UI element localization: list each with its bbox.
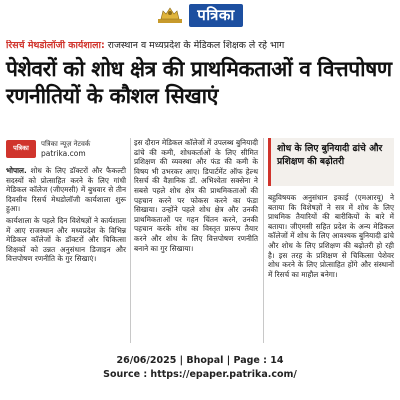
pull-quote: शोध के लिए बुनियादी ढांचे और प्रशिक्षण की बढ़ोतरी [268,138,394,186]
byline-service: पत्रिका न्यूज़ नेटवर्क [41,139,91,148]
kicker-label: रिसर्च मेथडोलॉजी कार्यशाला: [6,40,105,51]
column-3-paragraph: बहुविषयक अनुसंधान इकाई (एमआरयू) ने बताया कि विशेषज्ञों ने सत्र में शोध के लिए प्राथमिक तैयारियों की बारीकियों के बारे में बताया। जीएमसी सहित प्रदेश के अन्य मेडिकल कॉलेजों में शोध के लिए आवश्यक बुनियादी ढांचे और शोध के लिए प्रशिक्षण की बढ़ोतरी हो रही है। इस तरह के प्रशिक्षण से चिकित्सा पेशेवर शोध करने के लिए प्रोत्साहित होंगे और संस्थानों में रिसर्च का माहौल बनेगा। [268,193,394,279]
column-divider [263,138,264,343]
lead-text: शोध के लिए डॉक्टरों और फैकल्टी सदस्यों को प्रोत्साहित करने के लिए गांधी मेडिकल कॉलेज (जीएमसी) में बुधवार से तीन दिवसीय रिसर्च मेथडोलॉजी कार्यशाला शुरू हुआ। [6,166,126,214]
article-column-3 [268,193,394,279]
logo-wordmark: पत्रिका [189,4,243,27]
lead-paragraph [6,166,126,214]
article-headline: पेशेवरों को शोध क्षेत्र की प्राथमिकताओं व वित्तपोषण रणनीतियों के कौशल सिखाएं [6,57,392,108]
article-column-1 [6,138,126,264]
news-article [6,40,394,348]
page-footer [0,354,400,382]
article-body [6,138,394,348]
article-kicker [6,40,394,52]
column-1-paragraph: कार्यशाला के पहले दिन विशेषज्ञों ने कार्यशाला में आए राजस्थान और मध्यप्रदेश के विभिन्न मेडिकल कॉलेजों के डॉक्टरों और चिकित्सा शिक्षकों को उन्नत अनुसंधान डिजाइन और वित्तपोषण रणनीति के गुर सिखाएं। [6,215,126,264]
byline [6,138,126,160]
kicker-text: राजस्थान व मध्यप्रदेश के मेडिकल शिक्षक ले रहे भाग [107,40,285,51]
byline-site: patrika.com [41,148,86,158]
lion-emblem-icon [157,5,183,25]
column-divider [130,138,131,343]
edition-info: 26/06/2025 | Bhopal | Page : 14 [116,355,284,366]
column-2-paragraph: इस दौरान मेडिकल कॉलेजों में उपलब्ध बुनियादी ढांचे की कमी, शोधकर्ताओं के लिए सीमित प्रशिक्षण की व्यवस्था और फंड की कमी के विषय भी उभरकर आए। डिपार्टमेंट ऑफ हेल्थ रिसर्च की वैज्ञानिक डॉ. अभिश्वेता सक्सेना ने सबसे पहले शोध क्षेत्र की प्राथमिकताओं की पहचान करने पर फोकस करने का फंडा सिखाया। उन्होंने पहले शोध क्षेत्र और उनकी प्राथमिकताओं पर गहन चिंतन करने, उनकी पहचान करके शोध का विस्तृत प्रारूप तैयार करने और शोध के लिए वित्तपोषण रणनीति बनाने का गुर सिखाया। [134,138,258,253]
source-link[interactable]: Source : https://epaper.patrika.com/ [103,369,297,380]
masthead [0,0,400,30]
article-column-2 [134,138,258,253]
byline-badge: पत्रिका [6,140,36,158]
patrika-logo[interactable] [157,4,243,27]
dateline: भोपाल. [6,166,27,175]
